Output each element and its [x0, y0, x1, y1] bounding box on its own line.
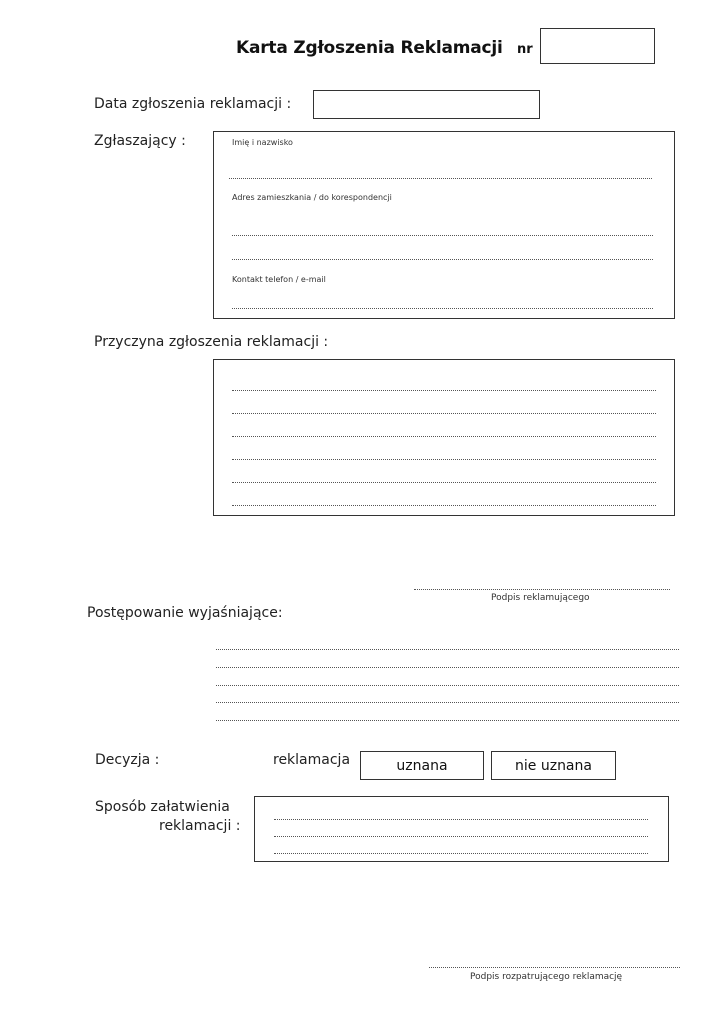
investigation-line-2[interactable] — [216, 667, 679, 668]
name-label: Imię i nazwisko — [232, 138, 293, 147]
reviewer-signature-label: Podpis rozpatrującego reklamację — [470, 972, 623, 982]
reason-line-4[interactable] — [232, 459, 656, 460]
applicant-label: Zgłaszający : — [94, 133, 186, 149]
address-line-1[interactable] — [232, 235, 653, 236]
resolution-line-3[interactable] — [274, 853, 648, 854]
resolution-label-line2: reklamacji : — [159, 818, 241, 834]
investigation-line-1[interactable] — [216, 649, 679, 650]
accepted-option[interactable]: uznana — [360, 751, 484, 780]
page-title: Karta Zgłoszenia Reklamacji — [236, 38, 503, 58]
investigation-line-5[interactable] — [216, 720, 679, 721]
number-field[interactable] — [540, 28, 655, 64]
resolution-line-1[interactable] — [274, 819, 648, 820]
resolution-label-line1: Sposób załatwienia — [95, 799, 230, 815]
decision-label: Decyzja : — [95, 752, 160, 768]
investigation-line-3[interactable] — [216, 685, 679, 686]
claimant-signature-label: Podpis reklamującego — [491, 593, 590, 603]
reason-line-1[interactable] — [232, 390, 656, 391]
claimant-signature-line[interactable] — [414, 589, 670, 590]
reason-line-6[interactable] — [232, 505, 656, 506]
investigation-line-4[interactable] — [216, 702, 679, 703]
address-line-2[interactable] — [232, 259, 653, 260]
resolution-line-2[interactable] — [274, 836, 648, 837]
date-field[interactable] — [313, 90, 540, 119]
reviewer-signature-line[interactable] — [429, 967, 680, 968]
contact-label: Kontakt telefon / e-mail — [232, 275, 326, 284]
reason-label: Przyczyna zgłoszenia reklamacji : — [94, 334, 329, 350]
reason-box — [213, 359, 675, 516]
reason-line-3[interactable] — [232, 436, 656, 437]
decision-prefix: reklamacja — [273, 752, 351, 768]
name-line[interactable] — [229, 178, 652, 179]
contact-line[interactable] — [232, 308, 653, 309]
date-label: Data zgłoszenia reklamacji : — [94, 96, 292, 112]
investigation-label: Postępowanie wyjaśniające: — [87, 605, 283, 621]
reason-line-5[interactable] — [232, 482, 656, 483]
rejected-option[interactable]: nie uznana — [491, 751, 616, 780]
applicant-box — [213, 131, 675, 319]
number-label: nr — [517, 42, 533, 57]
address-label: Adres zamieszkania / do korespondencji — [232, 193, 392, 202]
reason-line-2[interactable] — [232, 413, 656, 414]
